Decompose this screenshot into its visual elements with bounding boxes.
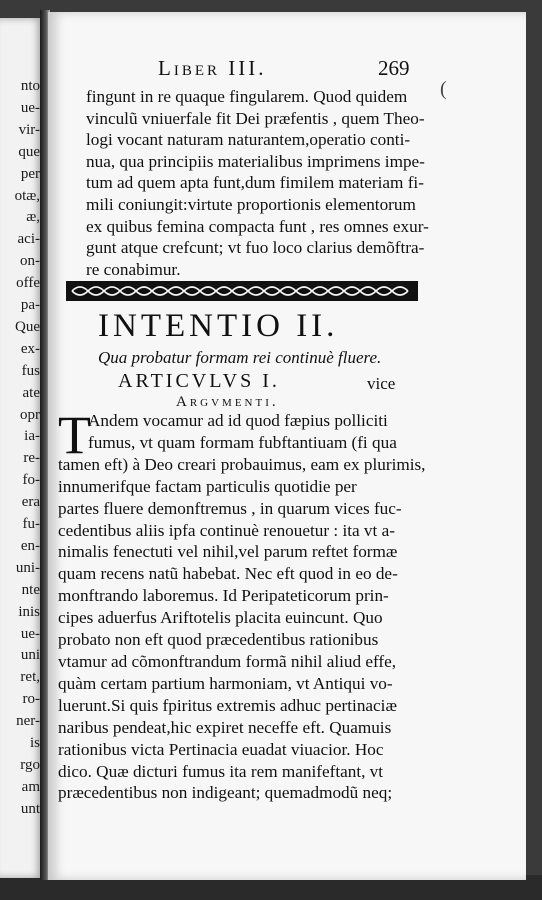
text-line: vtamur ad cõmonftrandum formã nihil aliud effe, [58, 651, 397, 671]
left-page-fragment: offe [16, 275, 40, 292]
current-page [48, 12, 526, 880]
text-line: fumus, vt quam formam fubftantiuam (fi qua [88, 432, 397, 452]
text-line: quam recens natũ habebat. Nec eft quod in eo de- [58, 564, 398, 584]
left-page-fragment: ner- [16, 713, 40, 730]
page-number: 269 [378, 56, 410, 80]
left-page-fragment: unt [20, 800, 40, 817]
left-page-fragment: aci- [17, 231, 40, 248]
text-line: nimalis fenectuti vel nihil,vel parum reftet formæ [58, 542, 398, 562]
left-page-fragment: æ, [26, 209, 40, 226]
left-page-fragment: era [21, 494, 40, 511]
left-page-fragment: ia- [24, 428, 40, 445]
left-page-fragment: uni [20, 647, 40, 664]
left-page-fragment: re- [23, 450, 40, 467]
left-page-fragment: en- [20, 537, 40, 554]
left-page-fragment: ret, [20, 669, 40, 686]
left-page-fragment: fu- [22, 516, 40, 532]
text-line: rationibus victa Pertinacia euadat viuacior. Hoc [58, 739, 384, 759]
section-title: INTENTIO II. [98, 308, 339, 344]
text-line: cedentibus aliis ipfa continuè renouetur : ita vt a- [58, 520, 395, 540]
left-page-fragment: uni- [15, 559, 40, 576]
left-page-fragment: que [18, 143, 40, 160]
text-line: quàm certam partium harmoniam, vt Antiqui vo- [58, 673, 393, 693]
text-line: luerunt.Si quis fpiritus extremis adhuc pertinaciæ [58, 695, 397, 715]
left-page-fragment: ue- [20, 625, 40, 642]
left-page-fragment: fo- [22, 472, 40, 489]
text-line: tum ad quem apta funt,dum fimilem materiam fi- [86, 173, 424, 193]
left-page-fragment: nte [21, 581, 40, 598]
left-page-fragment: nto [20, 78, 40, 94]
text-line: Andem vocamur ad id quod fæpius polliciti [88, 411, 388, 430]
text-line: partes fluere demonftremus , in quarum vices fuc- [58, 498, 402, 518]
left-page-fragment: inis [18, 603, 40, 620]
vice-label: vice [367, 374, 396, 393]
text-line: naribus pendeat,hic expiret neceffe eft. Quamuis [58, 717, 392, 737]
left-page-fragment: ro- [22, 691, 40, 708]
text-line: fingunt in re quaque fingularem. Quod quidem [86, 87, 408, 106]
left-page-fragment: fus [21, 362, 40, 379]
text-line: mili coniungit:virtute proportionis elementorum [86, 194, 416, 214]
text-line: præcedentibus non indigeant; quemadmodũ neq; [58, 783, 393, 803]
left-page-fragment: ue- [20, 99, 40, 116]
text-line: vinculũ vniuerfale fit Dei præfentis , quem Theo- [86, 108, 425, 128]
text-line: nua, qua principiis materialibus imprimens impe- [86, 151, 425, 171]
text-line: tamen eft) à Deo creari probauimus, eam ex plurimis, [58, 454, 426, 474]
text-line: re conabimur. [86, 259, 181, 279]
left-page-fragment: pa- [20, 297, 40, 313]
text-line: ex quibus femina compacta funt , res omnes exur- [86, 216, 429, 236]
section-subtitle: Qua probatur formam rei continuè fluere. [98, 348, 382, 367]
left-page-fragment: is [29, 735, 40, 751]
running-head: Liber III. [158, 56, 267, 80]
left-page-fragment: otæ, [14, 187, 40, 204]
left-page-fragment: Que [15, 318, 40, 335]
previous-page [0, 18, 44, 878]
left-page-fragment: ate [22, 384, 40, 401]
left-page-fragment: am [21, 778, 40, 795]
margin-mark: ( [440, 78, 447, 100]
text-line: dico. Quæ dicturi fumus ita rem manifeftant, vt [58, 761, 384, 781]
text-line: gunt atque crefcunt; vt fuo loco clarius demõftra- [86, 238, 425, 258]
top-paragraph [86, 86, 486, 280]
left-page-fragment: opr [20, 406, 40, 423]
left-page-fragment: ex- [20, 340, 40, 357]
ornament-band [66, 280, 418, 302]
text-line: monftrando laboremus. Id Peripateticorum prin- [58, 586, 389, 606]
text-line: innumerifque factam particulis quotidie per [58, 476, 357, 496]
left-page-fragment: on- [20, 253, 40, 270]
main-paragraph [58, 410, 498, 804]
text-line: cipes aduerfus Ariftotelis placita euincunt. Quo [58, 608, 383, 628]
left-page-fragment: vir- [18, 121, 40, 138]
text-line: probato non eft quod præcedentibus rationibus [58, 630, 379, 650]
text-line: logi vocant naturam naturantem,operatio conti- [86, 130, 411, 150]
left-page-fragment: per [20, 165, 40, 182]
article-heading: ARTICVLVS I. [118, 370, 280, 392]
argument-label: Argvmenti. [176, 394, 279, 410]
left-page-fragment: rgo [20, 756, 40, 773]
drop-cap: T [58, 405, 91, 465]
